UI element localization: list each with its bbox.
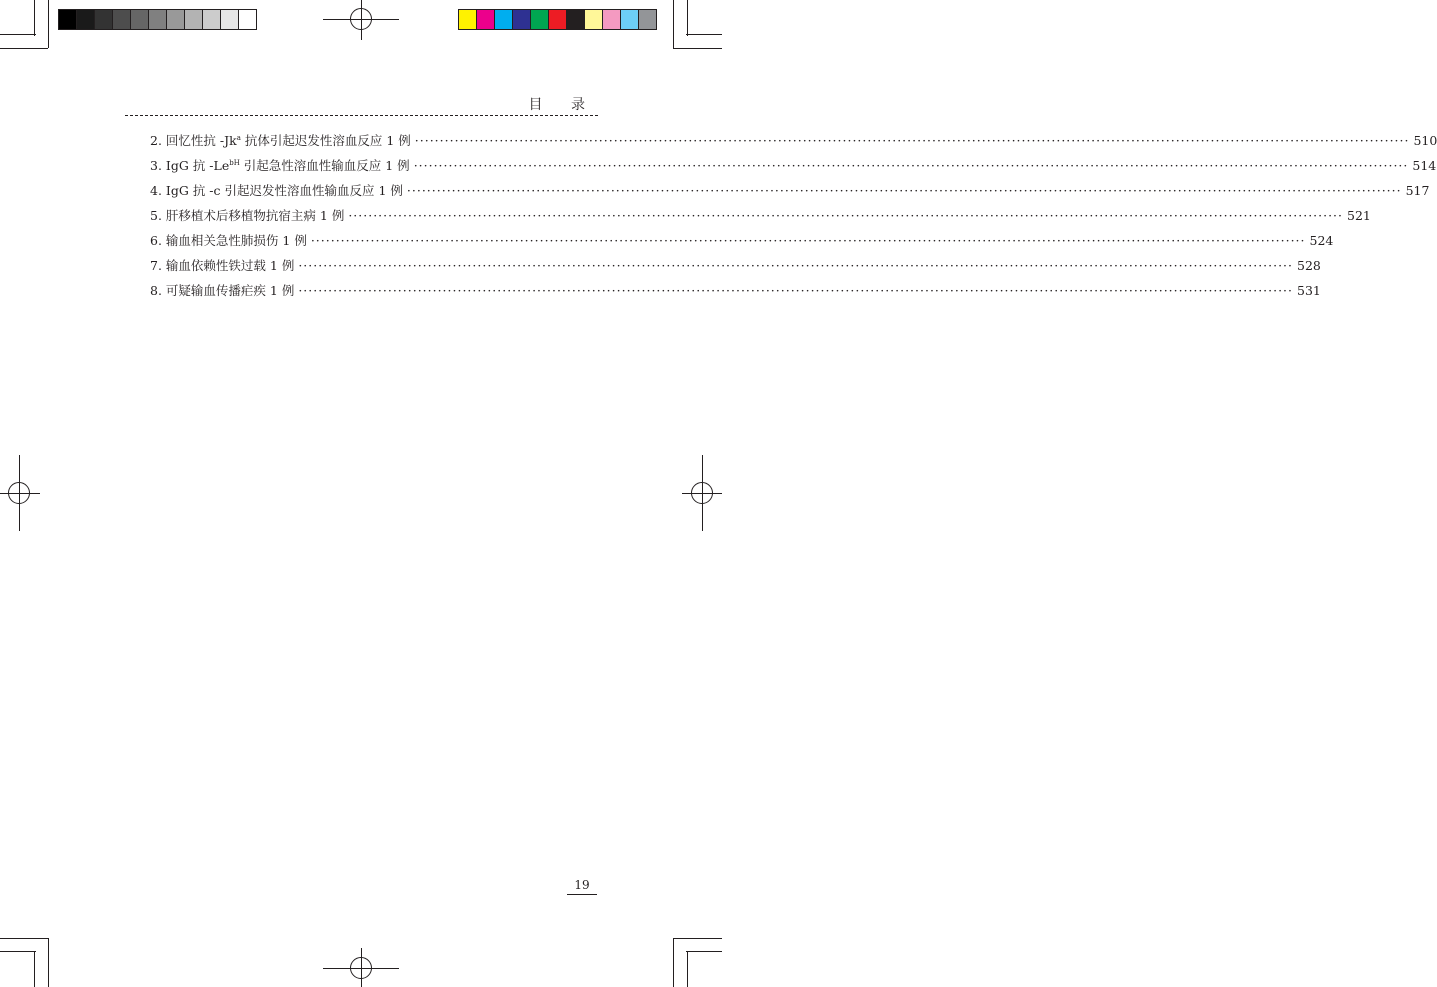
toc-entry-page: 521 <box>1347 208 1371 223</box>
toc-entry[interactable] <box>150 256 1321 281</box>
gray-swatch <box>59 10 77 29</box>
color-swatch <box>531 10 549 29</box>
toc-entry[interactable] <box>150 206 1371 231</box>
color-swatch <box>513 10 531 29</box>
toc-entry[interactable] <box>150 156 1437 181</box>
toc-entry-superscript: bH <box>229 158 240 167</box>
toc-entry-text: IgG 抗 -c 引起迟发性溶血性输血反应 1 例 <box>165 183 403 198</box>
toc-entry-page: 531 <box>1297 283 1321 298</box>
toc-leader-dots: ········································································································································································································ <box>406 183 1402 198</box>
color-swatch <box>567 10 585 29</box>
toc-entry-title <box>150 281 294 299</box>
toc-entry-superscript: a <box>236 133 241 142</box>
toc-entry-title <box>150 156 410 174</box>
toc-entry-text-suffix: 抗体引起迟发性溶血反应 1 例 <box>240 133 411 148</box>
gray-swatch <box>203 10 221 29</box>
grayscale-color-bar <box>58 9 257 30</box>
toc-leader-dots: ········································································································································································································ <box>348 208 1344 223</box>
color-swatch <box>603 10 621 29</box>
toc-leader-dots: ········································································································································································································ <box>414 133 1410 148</box>
toc-entry-page: 528 <box>1297 258 1321 273</box>
gray-swatch <box>185 10 203 29</box>
toc-leader-dots: ········································································································································································································ <box>310 233 1306 248</box>
toc-entry-text: 肝移植术后移植物抗宿主病 1 例 <box>165 208 345 223</box>
toc-leader-dots: ········································································································································································································ <box>413 158 1409 173</box>
toc-list <box>150 131 1437 306</box>
gray-swatch <box>131 10 149 29</box>
gray-swatch <box>149 10 167 29</box>
gray-swatch <box>221 10 239 29</box>
toc-entry-number: 5. <box>150 208 162 223</box>
header-dashed-rule <box>125 115 598 116</box>
page-number: 19 <box>567 878 597 895</box>
gray-swatch <box>239 10 256 29</box>
color-swatch <box>495 10 513 29</box>
gray-swatch <box>95 10 113 29</box>
toc-entry-title <box>150 206 344 224</box>
toc-entry-number: 8. <box>150 283 162 298</box>
toc-entry-title <box>150 256 294 274</box>
toc-entry-title <box>150 131 411 149</box>
toc-entry-number: 2. <box>150 133 162 148</box>
toc-entry[interactable] <box>150 231 1334 256</box>
color-swatch <box>459 10 477 29</box>
toc-entry-title <box>150 231 307 249</box>
gray-swatch <box>167 10 185 29</box>
toc-entry-page: 510 <box>1413 133 1437 148</box>
toc-entry-text: 回忆性抗 -Jk <box>165 133 237 148</box>
toc-entry[interactable] <box>150 131 1437 156</box>
toc-entry[interactable] <box>150 281 1321 306</box>
color-swatch <box>621 10 639 29</box>
toc-entry-text: 输血相关急性肺损伤 1 例 <box>165 233 307 248</box>
toc-entry-text: 可疑输血传播疟疾 1 例 <box>165 283 295 298</box>
toc-entry-text: IgG 抗 -Le <box>165 158 230 173</box>
toc-entry-number: 6. <box>150 233 162 248</box>
color-swatch <box>639 10 656 29</box>
toc-entry-page: 514 <box>1412 158 1437 173</box>
process-color-bar <box>458 9 657 30</box>
toc-entry-text: 输血依赖性铁过载 1 例 <box>165 258 295 273</box>
color-swatch <box>585 10 603 29</box>
color-swatch <box>477 10 495 29</box>
toc-entry-number: 3. <box>150 158 162 173</box>
gray-swatch <box>77 10 95 29</box>
toc-entry-page: 517 <box>1405 183 1430 198</box>
color-swatch <box>549 10 567 29</box>
running-head: 目 录 <box>528 97 597 113</box>
toc-entry[interactable] <box>150 181 1430 206</box>
gray-swatch <box>113 10 131 29</box>
toc-entry-page: 524 <box>1309 233 1334 248</box>
toc-leader-dots: ········································································································································································································ <box>298 258 1294 273</box>
toc-entry-text-suffix: 引起急性溶血性输血反应 1 例 <box>239 158 410 173</box>
toc-entry-number: 4. <box>150 183 162 198</box>
toc-entry-number: 7. <box>150 258 162 273</box>
toc-entry-title <box>150 181 403 199</box>
toc-leader-dots: ········································································································································································································ <box>298 283 1294 298</box>
